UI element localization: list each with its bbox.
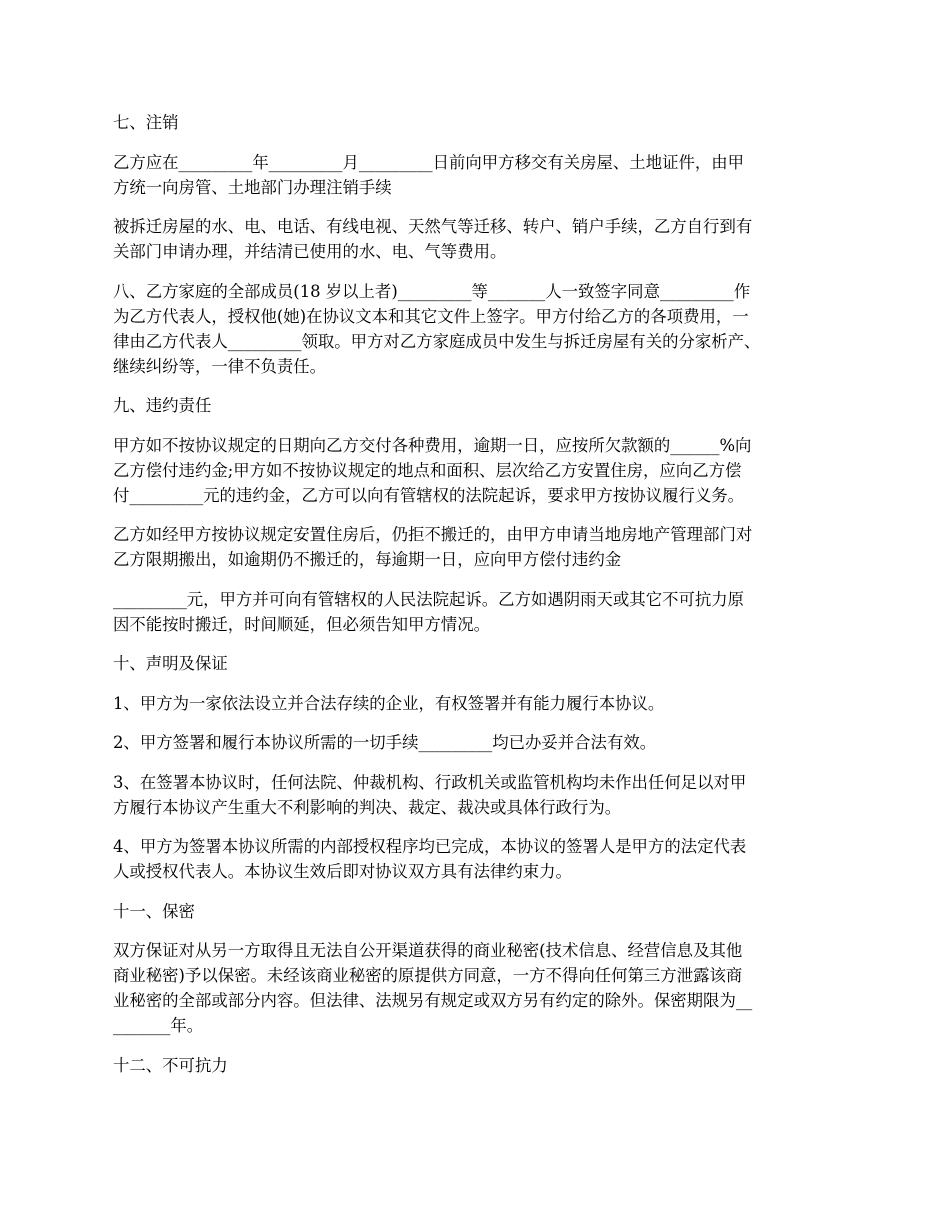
paragraph-representation-1: 1、甲方为一家依法设立并合法存续的企业，有权签署并有能力履行本协议。 — [113, 693, 665, 713]
document-page — [113, 110, 843, 1092]
section-heading-breach-liability: 九、违约责任 — [113, 396, 212, 415]
paragraph-representation-2: 2、甲方签署和履行本协议所需的一切手续_________均已办妥并合法有效。 — [113, 733, 657, 752]
section-heading-cancellation: 七、注销 — [113, 113, 179, 132]
paragraph-family-representative: 八、乙方家庭的全部成员(18 岁以上者)_________等_______人一致签字同意_________作 为乙方代表人，授权他(她)在协议文本和其它文件上签字。甲方付给乙方的各项费用，一 律由乙方代表人_________领取。甲方对乙方家庭成员中发生与拆迁房屋有关的分家析产、 继续纠纷等，一律不负责任。 — [113, 281, 761, 376]
paragraph-utility-transfer: 被拆迁房屋的水、电、电话、有线电视、天然气等迁移、转户、销户手续，乙方自行到有 关部门申请办理，并结清已使用的水、电、气等费用。 — [113, 217, 753, 261]
section-heading-force-majeure: 十二、不可抗力 — [113, 1055, 228, 1075]
paragraph-party-b-refusal: 乙方如经甲方按协议规定安置住房后，仍拒不搬迁的，由甲方申请当地房地产管理部门对 乙方限期搬出，如逾期仍不搬迁的，每逾期一日，应向甲方偿付违约金 — [113, 525, 753, 569]
paragraph-certificate-handover: 乙方应在_________年_________月_________日前向甲方移交有关房屋、土地证件，由甲 方统一向房管、土地部门办理注销手续 — [113, 152, 745, 197]
paragraph-representation-4: 4、甲方为签署本协议所需的内部授权程序均已完成，本协议的签署人是甲方的法定代表 人或授权代表人。本协议生效后即对协议双方具有法律约束力。 — [113, 837, 747, 881]
paragraph-representation-3: 3、在签署本协议时，任何法院、仲裁机构、行政机关或监管机构均未作出任何足以对甲 方履行本协议产生重大不利影响的判决、裁定、裁决或具体行政行为。 — [113, 772, 747, 817]
section-heading-confidentiality: 十一、保密 — [113, 901, 195, 921]
section-heading-representations: 十、声明及保证 — [113, 654, 228, 673]
paragraph-penalty-force-majeure: _________元，甲方并可向有管辖权的人民法院起诉。乙方如遇阴雨天或其它不可抗力原 因不能按时搬迁，时间顺延，但必须告知甲方情况。 — [113, 589, 745, 634]
paragraph-confidentiality: 双方保证对从另一方取得且无法自公开渠道获得的商业秘密(技术信息、经营信息及其他 商业秘密)予以保密。未经该商业秘密的原提供方同意，一方不得向任何第三方泄露该商 业秘密的全部或部分内容。但法律、法规另有规定或双方另有约定的除外。保密期限为__ _______年。 — [113, 941, 753, 1035]
paragraph-party-a-breach: 甲方如不按协议规定的日期向乙方交付各种费用，逾期一日，应按所欠款额的______%向 乙方偿付违约金;甲方如不按协议规定的地点和面积、层次给乙方安置住房，应向乙方偿 付_________元的违约金，乙方可以向有管辖权的法院起诉，要求甲方按协议履行义务。 — [113, 435, 752, 505]
